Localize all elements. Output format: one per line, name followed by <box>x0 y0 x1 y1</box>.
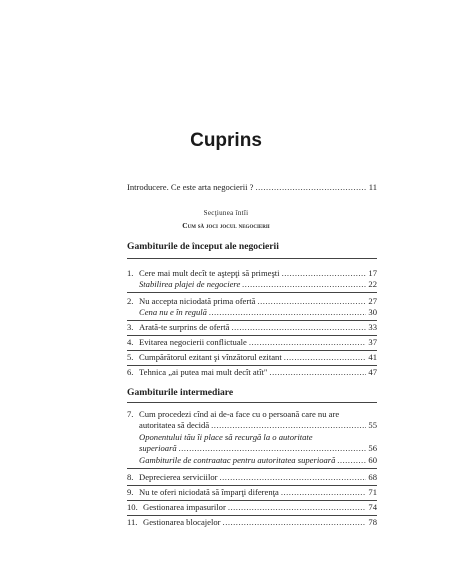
toc-page-number: 74 <box>368 502 377 512</box>
toc-page-number: 11 <box>368 182 377 192</box>
toc-page-number: 71 <box>368 487 377 497</box>
toc-page-number: 17 <box>368 268 377 278</box>
toc-number: 2. <box>127 296 134 306</box>
toc-page-number: 78 <box>368 517 377 527</box>
dot-leader <box>269 367 366 377</box>
toc-number: 4. <box>127 337 134 347</box>
toc-number: 5. <box>127 352 134 362</box>
toc-number: 10. <box>127 502 138 512</box>
toc-subentry[interactable] <box>139 455 377 465</box>
toc-subentry-text[interactable]: Oponentului tău îi place să recurgă la o autoritate <box>139 432 313 442</box>
toc-entry[interactable] <box>139 296 377 306</box>
toc-entry-text: Deprecierea serviciilor <box>139 472 218 482</box>
toc-entry-text: Cere mai mult decît te aştepţi să primeşti <box>139 268 280 278</box>
toc-page-number: 60 <box>368 455 377 465</box>
toc-page-number: 22 <box>368 279 377 289</box>
toc-number: 8. <box>127 472 134 482</box>
toc-page-number: 55 <box>368 420 377 430</box>
toc-page-number: 33 <box>368 322 377 332</box>
toc-entry-text: Cumpărătorul ezitant şi vînzătorul ezitant <box>139 352 282 362</box>
toc-entry[interactable] <box>139 352 377 362</box>
dot-leader <box>211 420 366 430</box>
divider <box>127 335 377 336</box>
toc-number: 11. <box>127 517 138 527</box>
toc-page-number: 68 <box>368 472 377 482</box>
group-heading: Gambiturile intermediare <box>127 387 234 398</box>
dot-leader <box>179 443 367 453</box>
toc-entry-text: autoritatea să decidă <box>139 420 210 430</box>
toc-entry-text: Gestionarea blocajelor <box>143 517 221 527</box>
toc-page-number: 37 <box>368 337 377 347</box>
dot-leader <box>220 472 367 482</box>
toc-entry-text: Nu te oferi niciodată să împarţi diferenţa <box>139 487 279 497</box>
toc-entry-text: Introducere. Ce este arta negocierii ? <box>127 182 254 192</box>
toc-page-number: 41 <box>368 352 377 362</box>
toc-entry-text: Tehnica „ai putea mai mult decît atît" <box>139 367 268 377</box>
toc-page-number: 56 <box>368 443 377 453</box>
page-title: Cuprins <box>190 130 262 151</box>
toc-number: 1. <box>127 268 134 278</box>
dot-leader <box>223 517 367 527</box>
section-title: Cum să joci jocul negocierii <box>182 221 270 230</box>
divider <box>127 500 377 501</box>
toc-page-number: 27 <box>368 296 377 306</box>
toc-entry[interactable] <box>139 337 377 347</box>
toc-entry[interactable] <box>143 517 377 527</box>
toc-entry[interactable] <box>139 367 377 377</box>
divider <box>127 292 377 293</box>
dot-leader <box>282 268 367 278</box>
dot-leader <box>337 455 366 465</box>
toc-subentry[interactable] <box>139 307 377 317</box>
toc-subentry[interactable] <box>139 279 377 289</box>
divider <box>127 485 377 486</box>
dot-leader <box>284 352 367 362</box>
divider <box>127 258 377 259</box>
toc-entry-intro[interactable] <box>127 182 377 192</box>
toc-entry-text: superioară <box>139 443 177 453</box>
toc-entry-text: Arată-te surprins de ofertă <box>139 322 230 332</box>
toc-page-number: 30 <box>368 307 377 317</box>
toc-entry-text: Evitarea negocierii conflictuale <box>139 337 247 347</box>
toc-number: 7. <box>127 409 134 419</box>
toc-entry[interactable] <box>139 268 377 278</box>
dot-leader <box>228 502 367 512</box>
divider <box>127 468 377 469</box>
toc-entry-text: Stabilirea plajei de negociere <box>139 279 241 289</box>
toc-entry-text: Cena nu e în regulă <box>139 307 207 317</box>
toc-subentry[interactable] <box>139 443 377 453</box>
dot-leader <box>242 279 366 289</box>
dot-leader <box>255 182 366 192</box>
divider <box>127 350 377 351</box>
dot-leader <box>249 337 367 347</box>
toc-number: 9. <box>127 487 134 497</box>
toc-entry[interactable] <box>139 420 377 430</box>
divider <box>127 365 377 366</box>
divider <box>127 320 377 321</box>
section-label: Secţiunea întîi <box>203 209 249 217</box>
dot-leader <box>281 487 367 497</box>
toc-entry[interactable] <box>143 502 377 512</box>
toc-entry-text: Nu accepta niciodată prima ofertă <box>139 296 256 306</box>
toc-entry-text: Gambiturile de contraatac pentru autoritatea superioară <box>139 455 336 465</box>
dot-leader <box>231 322 366 332</box>
divider <box>127 515 377 516</box>
group-heading: Gambiturile de început ale negocierii <box>127 241 279 252</box>
toc-entry[interactable] <box>139 472 377 482</box>
toc-number: 3. <box>127 322 134 332</box>
toc-page-number: 47 <box>368 367 377 377</box>
toc-number: 6. <box>127 367 134 377</box>
toc-entry-text: Gestionarea impasurilor <box>143 502 226 512</box>
dot-leader <box>209 307 366 317</box>
toc-entry[interactable] <box>139 487 377 497</box>
dot-leader <box>257 296 366 306</box>
toc-entry[interactable] <box>139 322 377 332</box>
divider <box>127 402 377 403</box>
toc-entry-text[interactable]: Cum procedezi cînd ai de-a face cu o persoană care nu are <box>139 409 340 419</box>
